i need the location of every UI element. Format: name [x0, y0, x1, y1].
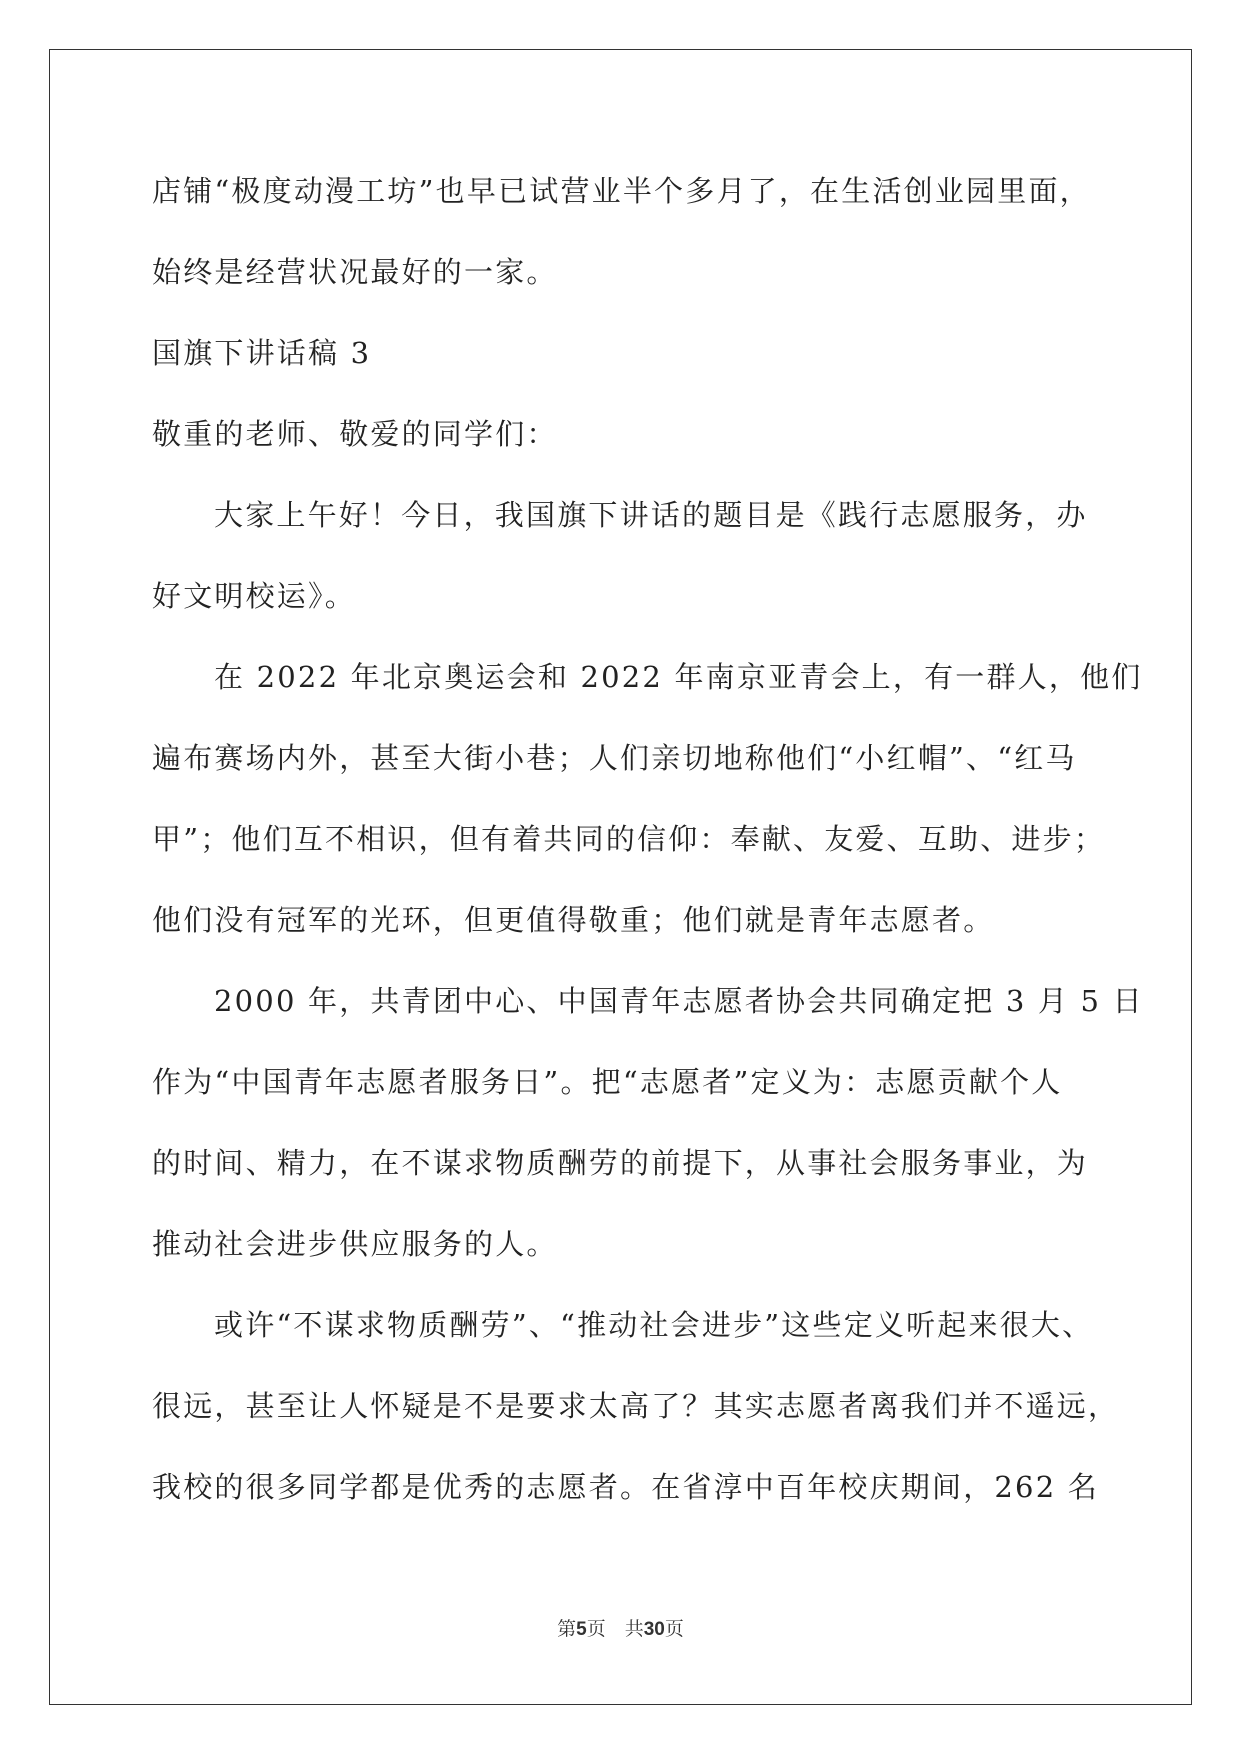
salutation: 敬重的老师、敬爱的同学们：	[152, 417, 558, 451]
text-line: 他们没有冠军的光环，但更值得敬重；他们就是青年志愿者。	[152, 903, 995, 937]
text-line: 2000 年，共青团中心、中国青年志愿者协会共同确定把 3 月 5 日	[214, 984, 1144, 1018]
text-line: 好文明校运》。	[152, 579, 356, 613]
total-pages: 30	[643, 1619, 665, 1640]
text-line: 推动社会进步供应服务的人。	[152, 1227, 558, 1261]
text-line: 我校的很多同学都是优秀的志愿者。在省淳中百年校庆期间，262 名	[152, 1470, 1099, 1504]
text-line: 大家上午好！今日，我国旗下讲话的题目是《践行志愿服务，办	[214, 498, 1088, 532]
text-line: 始终是经营状况最好的一家。	[152, 255, 558, 289]
page-footer	[0, 1617, 1241, 1642]
text-line: 作为“中国青年志愿者服务日”。把“志愿者”定义为：志愿贡献个人	[152, 1065, 1063, 1099]
text-line: 遍布赛场内外，甚至大街小巷；人们亲切地称他们“小红帽”、“红马	[152, 741, 1077, 775]
text-line: 在 2022 年北京奥运会和 2022 年南京亚青会上，有一群人，他们	[214, 660, 1143, 694]
page-border	[49, 49, 1192, 1705]
text-line: 或许“不谋求物质酬劳”、“推动社会进步”这些定义听起来很大、	[214, 1308, 1094, 1342]
text-line: 很远，甚至让人怀疑是不是要求太高了？其实志愿者离我们并不遥远，	[152, 1389, 1120, 1423]
text-line: 甲”；他们互不相识，但有着共同的信仰：奉献、友爱、互助、进步；	[152, 822, 1106, 856]
section-heading: 国旗下讲话稿 3	[152, 336, 372, 370]
footer-mid: 页 共	[586, 1618, 644, 1640]
text-line: 店铺“极度动漫工坊”也早已试营业半个多月了，在生活创业园里面，	[152, 174, 1091, 208]
footer-suffix: 页	[664, 1618, 684, 1640]
text-line: 的时间、精力，在不谋求物质酬劳的前提下，从事社会服务事业，为	[152, 1146, 1089, 1180]
page-number: 5	[576, 1619, 587, 1640]
footer-prefix: 第	[557, 1618, 577, 1640]
